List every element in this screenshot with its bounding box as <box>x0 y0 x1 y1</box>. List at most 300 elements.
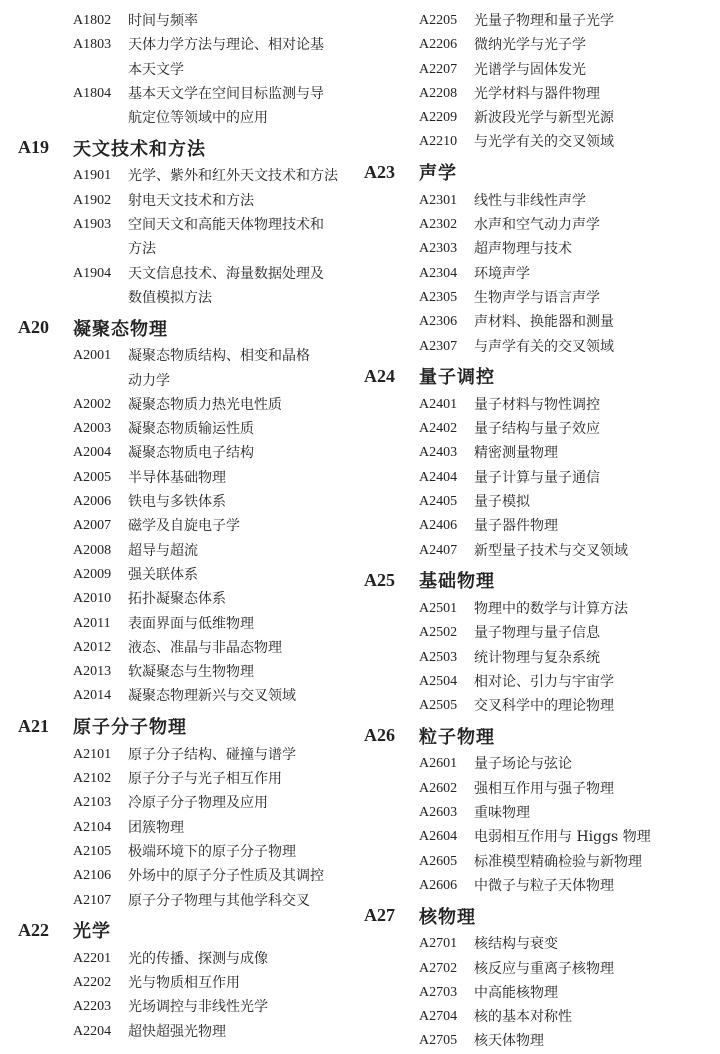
section-heading <box>18 710 363 743</box>
item-text-line: 光谱学与固体发光 <box>474 61 586 78</box>
right-column <box>364 9 716 1054</box>
section-code: A23 <box>364 161 395 182</box>
item-code: A2208 <box>419 85 458 101</box>
list-item <box>364 262 716 286</box>
item-code: A2101 <box>73 746 112 762</box>
item-code: A2203 <box>73 999 112 1015</box>
list-item <box>18 164 363 188</box>
item-text <box>474 752 716 776</box>
item-code: A2014 <box>73 688 112 704</box>
item-text <box>128 816 363 840</box>
item-text-line: 天文信息技术、海量数据处理及 <box>128 265 324 282</box>
item-code: A2304 <box>419 265 458 281</box>
item-text-line: 量子材料与物性调控 <box>474 396 600 413</box>
item-text <box>128 889 363 913</box>
item-code: A2103 <box>73 795 112 811</box>
item-code: A1902 <box>73 192 112 208</box>
item-text <box>128 441 363 465</box>
item-text <box>474 646 716 670</box>
item-text <box>474 621 716 645</box>
item-text-line: 中高能核物理 <box>474 984 558 1001</box>
list-item <box>18 612 363 636</box>
item-text-line: 生物声学与语言声学 <box>474 289 600 306</box>
item-text-line: 空间天文和高能天体物理技术和 <box>128 217 324 234</box>
section-title: 声学 <box>419 163 457 185</box>
item-text-line: 数值模拟方法 <box>128 289 212 306</box>
item-text <box>474 932 716 956</box>
list-item <box>18 344 363 393</box>
item-text <box>474 490 716 514</box>
list-item <box>364 189 716 213</box>
item-text-line: 光学、紫外和红外天文技术和方法 <box>128 168 338 185</box>
item-text <box>474 466 716 490</box>
item-code: A2501 <box>419 600 458 616</box>
item-text-line: 环境声学 <box>474 265 530 282</box>
item-code: A2008 <box>73 542 112 558</box>
list-item <box>364 9 716 33</box>
list-item <box>18 1020 363 1044</box>
item-code: A2702 <box>419 960 458 976</box>
item-text-line: 半导体基础物理 <box>128 469 226 486</box>
item-text-line: 核反应与重离子核物理 <box>474 960 614 977</box>
item-text-line: 射电天文技术和方法 <box>128 192 254 209</box>
item-code: A2403 <box>419 445 458 461</box>
section-title: 基础物理 <box>419 571 495 593</box>
item-text-line: 原子分子结构、碰撞与谱学 <box>128 746 296 763</box>
list-item <box>18 563 363 587</box>
section-code: A24 <box>364 365 395 386</box>
item-text-line: 与声学有关的交叉领域 <box>474 338 614 355</box>
list-item <box>18 864 363 888</box>
list-item <box>18 889 363 913</box>
list-item <box>18 393 363 417</box>
item-text <box>474 213 716 237</box>
item-text-line: 铁电与多铁体系 <box>128 494 226 511</box>
item-text <box>474 874 716 898</box>
item-code: A2305 <box>419 289 458 305</box>
item-text-line: 软凝聚态与生物物理 <box>128 664 254 681</box>
section-heading <box>364 564 716 597</box>
item-text <box>474 981 716 1005</box>
section-title: 光学 <box>73 921 111 943</box>
item-code: A2012 <box>73 639 112 655</box>
item-text <box>474 58 716 82</box>
item-text <box>474 441 716 465</box>
item-text <box>474 9 716 33</box>
item-text-line: 天体力学方法与理论、相对论基 <box>128 37 324 54</box>
item-text-line: 液态、准晶与非晶态物理 <box>128 639 282 656</box>
item-text-line: 超导与超流 <box>128 542 198 559</box>
item-code: A1903 <box>73 217 112 233</box>
item-code: A2007 <box>73 518 112 534</box>
item-text <box>474 514 716 538</box>
item-text <box>128 417 363 441</box>
item-text <box>474 335 716 359</box>
item-text <box>128 344 363 393</box>
item-text-line: 冷原子分子物理及应用 <box>128 795 268 812</box>
item-text <box>128 466 363 490</box>
item-text <box>474 694 716 718</box>
item-text-line: 凝聚态物质结构、相变和晶格 <box>128 348 310 365</box>
list-item <box>364 694 716 718</box>
item-code: A2210 <box>419 134 458 150</box>
item-text-line: 凝聚态物质力热光电性质 <box>128 396 282 413</box>
item-text <box>128 189 363 213</box>
item-text <box>474 33 716 57</box>
list-item <box>18 971 363 995</box>
item-text-line: 重味物理 <box>474 805 530 822</box>
list-item <box>364 646 716 670</box>
item-text-line: 超快超强光物理 <box>128 1023 226 1040</box>
item-text-line: 光学材料与器件物理 <box>474 85 600 102</box>
list-item <box>364 213 716 237</box>
item-code: A1803 <box>73 37 112 53</box>
item-text <box>128 33 363 82</box>
list-item <box>18 213 363 262</box>
item-text-line: 方法 <box>128 241 156 258</box>
item-code: A2207 <box>419 61 458 77</box>
list-item <box>364 514 716 538</box>
item-text-line: 凝聚态物质电子结构 <box>128 445 254 462</box>
item-code: A2401 <box>419 396 458 412</box>
item-code: A2605 <box>419 853 458 869</box>
item-text <box>128 1020 363 1044</box>
item-text-line: 时间与频率 <box>128 13 198 29</box>
list-item <box>364 58 716 82</box>
item-code: A2102 <box>73 771 112 787</box>
item-code: A2606 <box>419 877 458 893</box>
item-text <box>128 9 363 33</box>
item-text <box>474 130 716 154</box>
item-code: A2206 <box>419 37 458 53</box>
item-text-line: 电弱相互作用与 Higgs 物理 <box>474 829 651 846</box>
item-code: A2307 <box>419 338 458 354</box>
item-code: A1904 <box>73 265 112 281</box>
list-item <box>364 417 716 441</box>
list-item <box>18 33 363 82</box>
item-code: A2603 <box>419 805 458 821</box>
list-item <box>18 82 363 131</box>
item-text <box>128 164 363 188</box>
section-code: A22 <box>18 919 49 940</box>
list-item <box>364 752 716 776</box>
item-text-line: 核天体物理 <box>474 1033 544 1050</box>
item-code: A1804 <box>73 85 112 101</box>
item-code: A2003 <box>73 421 112 437</box>
list-item <box>364 466 716 490</box>
item-text <box>474 237 716 261</box>
item-text <box>128 262 363 311</box>
item-text <box>474 597 716 621</box>
list-item <box>18 466 363 490</box>
item-text <box>128 563 363 587</box>
item-text <box>474 957 716 981</box>
section-heading <box>364 899 716 932</box>
section-heading <box>18 131 363 164</box>
item-code: A2006 <box>73 494 112 510</box>
left-column <box>18 9 363 1044</box>
item-code: A2504 <box>419 673 458 689</box>
list-item <box>18 587 363 611</box>
item-text-line: 线性与非线性声学 <box>474 192 586 209</box>
item-text-line: 外场中的原子分子性质及其调控 <box>128 868 324 885</box>
item-text <box>474 106 716 130</box>
item-code: A2604 <box>419 829 458 845</box>
item-text-line: 与光学有关的交叉领域 <box>474 134 614 151</box>
list-item <box>18 189 363 213</box>
list-item <box>364 106 716 130</box>
item-text-line: 微纳光学与光子学 <box>474 37 586 54</box>
list-item <box>364 237 716 261</box>
item-code: A2703 <box>419 984 458 1000</box>
item-text-line: 量子计算与量子通信 <box>474 469 600 486</box>
section-title: 天文技术和方法 <box>73 138 206 160</box>
section-code: A27 <box>364 905 395 926</box>
list-item <box>364 286 716 310</box>
item-code: A2009 <box>73 566 112 582</box>
list-item <box>18 816 363 840</box>
item-text-line: 新波段光学与新型光源 <box>474 110 614 127</box>
item-text-line: 超声物理与技术 <box>474 241 572 258</box>
item-text <box>474 801 716 825</box>
section-title: 粒子物理 <box>419 726 495 748</box>
section-heading <box>18 914 363 947</box>
list-item <box>18 791 363 815</box>
list-item <box>364 874 716 898</box>
list-item <box>18 660 363 684</box>
item-text-line: 声材料、换能器和测量 <box>474 314 614 331</box>
item-text-line: 团簇物理 <box>128 819 184 836</box>
list-item <box>18 743 363 767</box>
item-code: A2002 <box>73 396 112 412</box>
item-text <box>474 539 716 563</box>
item-text-line: 量子模拟 <box>474 494 530 511</box>
item-text-line: 光的传播、探测与成像 <box>128 950 268 967</box>
item-text-line: 交叉科学中的理论物理 <box>474 698 614 715</box>
item-text <box>128 791 363 815</box>
item-text <box>474 777 716 801</box>
item-text <box>128 539 363 563</box>
item-text <box>474 670 716 694</box>
list-item <box>364 82 716 106</box>
item-code: A2104 <box>73 819 112 835</box>
item-text-line: 光场调控与非线性光学 <box>128 999 268 1016</box>
item-code: A2306 <box>419 314 458 330</box>
item-code: A1901 <box>73 168 112 184</box>
list-item <box>18 539 363 563</box>
item-text-line: 相对论、引力与宇宙学 <box>474 673 614 690</box>
item-code: A2001 <box>73 348 112 364</box>
item-text-line: 统计物理与复杂系统 <box>474 649 600 666</box>
item-text <box>128 660 363 684</box>
list-item <box>18 417 363 441</box>
section-heading <box>18 311 363 344</box>
item-text-line: 凝聚态物质输运性质 <box>128 421 254 438</box>
item-code: A1802 <box>73 13 112 28</box>
list-item <box>364 670 716 694</box>
item-text <box>474 1005 716 1029</box>
item-code: A2107 <box>73 892 112 908</box>
section-heading <box>364 156 716 189</box>
item-code: A2209 <box>419 110 458 126</box>
item-text-line: 量子物理与量子信息 <box>474 625 600 642</box>
list-item <box>364 130 716 154</box>
list-item <box>364 981 716 1005</box>
item-code: A2004 <box>73 445 112 461</box>
item-text <box>474 189 716 213</box>
item-code: A2705 <box>419 1033 458 1049</box>
list-item <box>364 932 716 956</box>
item-text <box>474 850 716 874</box>
item-text-line: 物理中的数学与计算方法 <box>474 600 628 617</box>
item-code: A2407 <box>419 542 458 558</box>
item-text <box>474 393 716 417</box>
list-item <box>18 767 363 791</box>
list-item <box>18 9 363 33</box>
list-item <box>18 636 363 660</box>
item-text <box>128 213 363 262</box>
section-title: 量子调控 <box>419 367 495 389</box>
item-text-line: 量子器件物理 <box>474 518 558 535</box>
item-text-line: 中微子与粒子天体物理 <box>474 877 614 894</box>
item-code: A2106 <box>73 868 112 884</box>
item-text <box>128 393 363 417</box>
item-text-line: 凝聚态物理新兴与交叉领域 <box>128 688 296 705</box>
item-code: A2404 <box>419 469 458 485</box>
item-code: A2302 <box>419 217 458 233</box>
item-text-line: 光与物质相互作用 <box>128 975 240 992</box>
item-text <box>128 947 363 971</box>
list-item <box>364 33 716 57</box>
item-code: A2205 <box>419 13 458 28</box>
item-text-line: 精密测量物理 <box>474 445 558 462</box>
item-code: A2105 <box>73 843 112 859</box>
section-code: A19 <box>18 137 49 158</box>
item-text-line: 极端环境下的原子分子物理 <box>128 843 296 860</box>
list-item <box>364 957 716 981</box>
item-code: A2010 <box>73 591 112 607</box>
item-code: A2405 <box>419 494 458 510</box>
item-text-line: 新型量子技术与交叉领域 <box>474 542 628 559</box>
list-item <box>364 777 716 801</box>
section-code: A20 <box>18 317 49 338</box>
item-text <box>128 995 363 1019</box>
item-text-line: 本天文学 <box>128 61 184 78</box>
section-heading <box>364 719 716 752</box>
item-code: A2502 <box>419 625 458 641</box>
list-item <box>364 1029 716 1053</box>
list-item <box>364 393 716 417</box>
item-text <box>128 514 363 538</box>
list-item <box>18 840 363 864</box>
list-item <box>18 684 363 708</box>
item-text-line: 航定位等领域中的应用 <box>128 110 268 127</box>
item-code: A2303 <box>419 241 458 257</box>
item-code: A2201 <box>73 950 112 966</box>
item-text <box>474 825 716 849</box>
item-text <box>128 840 363 864</box>
list-item <box>364 441 716 465</box>
section-code: A25 <box>364 569 395 590</box>
item-text <box>474 310 716 334</box>
item-text-line: 强关联体系 <box>128 566 198 583</box>
section-heading <box>364 360 716 393</box>
item-code: A2503 <box>419 649 458 665</box>
list-item <box>18 441 363 465</box>
item-code: A2601 <box>419 756 458 772</box>
item-text-line: 磁学及自旋电子学 <box>128 518 240 535</box>
item-text-line: 拓扑凝聚态体系 <box>128 591 226 608</box>
list-item <box>18 490 363 514</box>
list-item <box>364 850 716 874</box>
item-text <box>128 971 363 995</box>
list-item <box>18 947 363 971</box>
section-title: 凝聚态物理 <box>73 318 168 340</box>
list-item <box>364 490 716 514</box>
item-text-line: 标准模型精确检验与新物理 <box>474 853 642 870</box>
item-text <box>474 286 716 310</box>
section-title: 核物理 <box>419 906 476 928</box>
list-item <box>18 514 363 538</box>
item-text-line: 核结构与衰变 <box>474 936 558 953</box>
item-text-line: 原子分子与光子相互作用 <box>128 771 282 788</box>
item-text-line: 光量子物理和量子光学 <box>474 13 614 29</box>
item-text <box>128 864 363 888</box>
item-code: A2301 <box>419 192 458 208</box>
list-item <box>364 335 716 359</box>
item-code: A2005 <box>73 469 112 485</box>
list-item <box>18 262 363 311</box>
item-text <box>474 262 716 286</box>
section-code: A21 <box>18 715 49 736</box>
item-text <box>128 490 363 514</box>
list-item <box>364 621 716 645</box>
item-text <box>474 417 716 441</box>
list-item <box>364 1005 716 1029</box>
item-text-line: 原子分子物理与其他学科交叉 <box>128 892 310 909</box>
item-text-line: 动力学 <box>128 372 170 389</box>
item-text <box>128 684 363 708</box>
item-text-line: 表面界面与低维物理 <box>128 615 254 632</box>
item-code: A2013 <box>73 664 112 680</box>
item-code: A2406 <box>419 518 458 534</box>
item-code: A2402 <box>419 421 458 437</box>
item-text-line: 基本天文学在空间目标监测与导 <box>128 85 324 102</box>
list-item <box>364 310 716 334</box>
item-text <box>128 612 363 636</box>
section-title: 原子分子物理 <box>73 717 187 739</box>
item-code: A2204 <box>73 1023 112 1039</box>
item-text-line: 强相互作用与强子物理 <box>474 780 614 797</box>
item-code: A2202 <box>73 975 112 991</box>
list-item <box>364 597 716 621</box>
item-text <box>128 587 363 611</box>
item-text <box>128 636 363 660</box>
item-text-line: 量子场论与弦论 <box>474 756 572 773</box>
item-code: A2704 <box>419 1009 458 1025</box>
item-text-line: 核的基本对称性 <box>474 1009 572 1026</box>
list-item <box>364 825 716 849</box>
item-text <box>128 743 363 767</box>
item-code: A2701 <box>419 936 458 952</box>
list-item <box>364 539 716 563</box>
item-text <box>128 82 363 131</box>
list-item <box>364 801 716 825</box>
section-code: A26 <box>364 725 395 746</box>
item-text <box>474 1029 716 1053</box>
item-text <box>474 82 716 106</box>
item-text-line: 量子结构与量子效应 <box>474 421 600 438</box>
